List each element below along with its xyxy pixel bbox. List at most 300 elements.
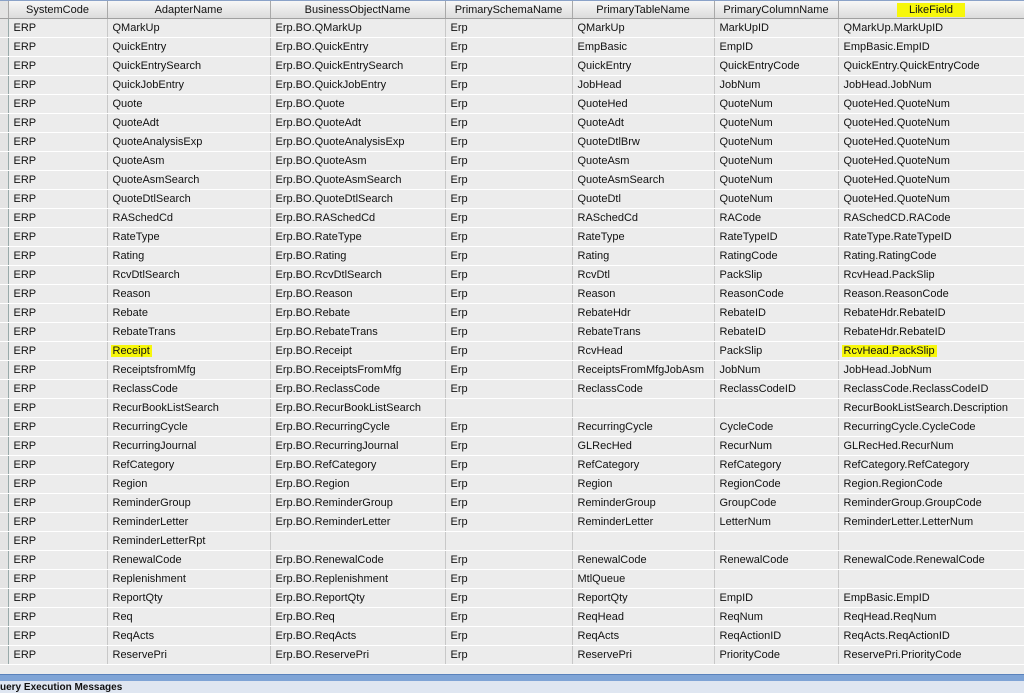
cell-primarytablename[interactable] xyxy=(572,152,714,171)
cell-businessobjectname[interactable] xyxy=(270,171,445,190)
table-row[interactable] xyxy=(0,323,1024,342)
cell-primaryschemaname[interactable] xyxy=(445,95,572,114)
cell-primarytablename[interactable] xyxy=(572,57,714,76)
cell-primarytablename[interactable] xyxy=(572,532,714,551)
row-selector[interactable] xyxy=(0,152,8,171)
cell-businessobjectname[interactable] xyxy=(270,456,445,475)
row-selector[interactable] xyxy=(0,171,8,190)
cell-likefield[interactable] xyxy=(838,399,1024,418)
column-header-businessobjectname[interactable] xyxy=(270,1,445,19)
cell-primarytablename[interactable] xyxy=(572,76,714,95)
cell-primarycolumnname[interactable] xyxy=(714,627,838,646)
row-selector[interactable] xyxy=(0,19,8,38)
cell-likefield[interactable] xyxy=(838,589,1024,608)
cell-primarytablename[interactable] xyxy=(572,190,714,209)
cell-adaptername[interactable] xyxy=(107,228,270,247)
cell-adaptername[interactable] xyxy=(107,190,270,209)
cell-primarytablename[interactable] xyxy=(572,513,714,532)
row-selector[interactable] xyxy=(0,513,8,532)
cell-primarytablename[interactable] xyxy=(572,285,714,304)
cell-systemcode[interactable] xyxy=(8,589,107,608)
cell-adaptername[interactable] xyxy=(107,247,270,266)
cell-likefield[interactable] xyxy=(838,228,1024,247)
cell-adaptername[interactable] xyxy=(107,646,270,665)
cell-businessobjectname[interactable] xyxy=(270,570,445,589)
cell-likefield[interactable] xyxy=(838,95,1024,114)
cell-systemcode[interactable] xyxy=(8,114,107,133)
table-row[interactable] xyxy=(0,247,1024,266)
cell-businessobjectname[interactable] xyxy=(270,323,445,342)
cell-primarycolumnname[interactable] xyxy=(714,285,838,304)
cell-likefield[interactable] xyxy=(838,380,1024,399)
cell-primarycolumnname[interactable] xyxy=(714,95,838,114)
cell-primaryschemaname[interactable] xyxy=(445,247,572,266)
row-selector[interactable] xyxy=(0,456,8,475)
cell-primarycolumnname[interactable] xyxy=(714,589,838,608)
cell-primarytablename[interactable] xyxy=(572,627,714,646)
cell-adaptername[interactable] xyxy=(107,133,270,152)
cell-systemcode[interactable] xyxy=(8,437,107,456)
cell-primaryschemaname[interactable] xyxy=(445,532,572,551)
cell-likefield[interactable] xyxy=(838,38,1024,57)
cell-adaptername[interactable] xyxy=(107,114,270,133)
cell-adaptername[interactable] xyxy=(107,380,270,399)
cell-primaryschemaname[interactable] xyxy=(445,513,572,532)
cell-businessobjectname[interactable] xyxy=(270,57,445,76)
cell-primarycolumnname[interactable] xyxy=(714,608,838,627)
cell-primaryschemaname[interactable] xyxy=(445,646,572,665)
row-selector[interactable] xyxy=(0,266,8,285)
row-selector[interactable] xyxy=(0,475,8,494)
column-header-likefield[interactable] xyxy=(838,1,1024,19)
cell-primarycolumnname[interactable] xyxy=(714,532,838,551)
cell-primaryschemaname[interactable] xyxy=(445,437,572,456)
table-row[interactable] xyxy=(0,589,1024,608)
cell-businessobjectname[interactable] xyxy=(270,209,445,228)
row-selector[interactable] xyxy=(0,228,8,247)
cell-adaptername[interactable] xyxy=(107,494,270,513)
cell-likefield[interactable] xyxy=(838,608,1024,627)
cell-businessobjectname[interactable] xyxy=(270,361,445,380)
cell-systemcode[interactable] xyxy=(8,418,107,437)
cell-systemcode[interactable] xyxy=(8,380,107,399)
cell-primaryschemaname[interactable] xyxy=(445,190,572,209)
cell-primarytablename[interactable] xyxy=(572,133,714,152)
cell-primarytablename[interactable] xyxy=(572,95,714,114)
cell-primarycolumnname[interactable] xyxy=(714,190,838,209)
table-row[interactable] xyxy=(0,418,1024,437)
table-row[interactable] xyxy=(0,190,1024,209)
cell-likefield[interactable] xyxy=(838,209,1024,228)
cell-likefield[interactable] xyxy=(838,19,1024,38)
cell-businessobjectname[interactable] xyxy=(270,380,445,399)
cell-primarytablename[interactable] xyxy=(572,475,714,494)
cell-primarytablename[interactable] xyxy=(572,323,714,342)
cell-systemcode[interactable] xyxy=(8,19,107,38)
cell-primarycolumnname[interactable] xyxy=(714,57,838,76)
cell-primarytablename[interactable] xyxy=(572,551,714,570)
column-header-systemcode[interactable] xyxy=(8,1,107,19)
cell-primaryschemaname[interactable] xyxy=(445,627,572,646)
cell-adaptername[interactable] xyxy=(107,627,270,646)
cell-primarytablename[interactable] xyxy=(572,171,714,190)
cell-primarycolumnname[interactable] xyxy=(714,418,838,437)
cell-adaptername[interactable] xyxy=(107,152,270,171)
cell-businessobjectname[interactable] xyxy=(270,133,445,152)
row-selector[interactable] xyxy=(0,494,8,513)
cell-primarycolumnname[interactable] xyxy=(714,361,838,380)
cell-likefield[interactable] xyxy=(838,57,1024,76)
cell-primarytablename[interactable] xyxy=(572,304,714,323)
cell-primarytablename[interactable] xyxy=(572,437,714,456)
cell-primaryschemaname[interactable] xyxy=(445,228,572,247)
cell-adaptername[interactable] xyxy=(107,361,270,380)
cell-systemcode[interactable] xyxy=(8,285,107,304)
cell-businessobjectname[interactable] xyxy=(270,285,445,304)
cell-primaryschemaname[interactable] xyxy=(445,57,572,76)
row-selector[interactable] xyxy=(0,646,8,665)
cell-primarycolumnname[interactable] xyxy=(714,266,838,285)
table-row[interactable] xyxy=(0,399,1024,418)
cell-primarycolumnname[interactable] xyxy=(714,228,838,247)
cell-adaptername[interactable] xyxy=(107,57,270,76)
cell-adaptername[interactable] xyxy=(107,551,270,570)
cell-primaryschemaname[interactable] xyxy=(445,399,572,418)
cell-businessobjectname[interactable] xyxy=(270,114,445,133)
cell-adaptername[interactable] xyxy=(107,304,270,323)
cell-primarycolumnname[interactable] xyxy=(714,475,838,494)
cell-systemcode[interactable] xyxy=(8,171,107,190)
cell-primarycolumnname[interactable] xyxy=(714,171,838,190)
row-selector[interactable] xyxy=(0,57,8,76)
table-row[interactable] xyxy=(0,114,1024,133)
row-selector[interactable] xyxy=(0,76,8,95)
row-selector[interactable] xyxy=(0,247,8,266)
cell-systemcode[interactable] xyxy=(8,475,107,494)
cell-primaryschemaname[interactable] xyxy=(445,494,572,513)
cell-systemcode[interactable] xyxy=(8,152,107,171)
row-selector[interactable] xyxy=(0,133,8,152)
cell-systemcode[interactable] xyxy=(8,513,107,532)
cell-primarytablename[interactable] xyxy=(572,228,714,247)
cell-primarycolumnname[interactable] xyxy=(714,323,838,342)
table-row[interactable] xyxy=(0,532,1024,551)
cell-primarytablename[interactable] xyxy=(572,399,714,418)
table-row[interactable] xyxy=(0,304,1024,323)
cell-adaptername[interactable] xyxy=(107,418,270,437)
table-row[interactable] xyxy=(0,551,1024,570)
cell-likefield[interactable] xyxy=(838,247,1024,266)
cell-primaryschemaname[interactable] xyxy=(445,361,572,380)
cell-primaryschemaname[interactable] xyxy=(445,342,572,361)
cell-systemcode[interactable] xyxy=(8,247,107,266)
cell-systemcode[interactable] xyxy=(8,209,107,228)
cell-adaptername[interactable] xyxy=(107,266,270,285)
table-row[interactable] xyxy=(0,627,1024,646)
cell-primarytablename[interactable] xyxy=(572,418,714,437)
cell-businessobjectname[interactable] xyxy=(270,95,445,114)
cell-primarycolumnname[interactable] xyxy=(714,399,838,418)
cell-primarycolumnname[interactable] xyxy=(714,133,838,152)
cell-primaryschemaname[interactable] xyxy=(445,570,572,589)
cell-primarycolumnname[interactable] xyxy=(714,114,838,133)
cell-businessobjectname[interactable] xyxy=(270,475,445,494)
cell-businessobjectname[interactable] xyxy=(270,19,445,38)
cell-primarytablename[interactable] xyxy=(572,646,714,665)
cell-businessobjectname[interactable] xyxy=(270,152,445,171)
cell-primarycolumnname[interactable] xyxy=(714,380,838,399)
cell-systemcode[interactable] xyxy=(8,57,107,76)
cell-primaryschemaname[interactable] xyxy=(445,551,572,570)
cell-systemcode[interactable] xyxy=(8,551,107,570)
cell-businessobjectname[interactable] xyxy=(270,228,445,247)
cell-adaptername[interactable] xyxy=(107,532,270,551)
table-row[interactable] xyxy=(0,152,1024,171)
cell-adaptername[interactable] xyxy=(107,342,270,361)
row-selector[interactable] xyxy=(0,627,8,646)
row-selector[interactable] xyxy=(0,190,8,209)
cell-adaptername[interactable] xyxy=(107,475,270,494)
cell-primarytablename[interactable] xyxy=(572,342,714,361)
cell-likefield[interactable] xyxy=(838,342,1024,361)
cell-primaryschemaname[interactable] xyxy=(445,304,572,323)
table-row[interactable] xyxy=(0,228,1024,247)
cell-likefield[interactable] xyxy=(838,475,1024,494)
table-row[interactable] xyxy=(0,494,1024,513)
cell-systemcode[interactable] xyxy=(8,38,107,57)
cell-primaryschemaname[interactable] xyxy=(445,589,572,608)
cell-businessobjectname[interactable] xyxy=(270,608,445,627)
cell-primarytablename[interactable] xyxy=(572,589,714,608)
cell-primarycolumnname[interactable] xyxy=(714,551,838,570)
row-selector[interactable] xyxy=(0,95,8,114)
cell-adaptername[interactable] xyxy=(107,76,270,95)
table-row[interactable] xyxy=(0,437,1024,456)
cell-systemcode[interactable] xyxy=(8,342,107,361)
cell-systemcode[interactable] xyxy=(8,95,107,114)
column-header-primarycolumnname[interactable] xyxy=(714,1,838,19)
cell-likefield[interactable] xyxy=(838,513,1024,532)
cell-primaryschemaname[interactable] xyxy=(445,323,572,342)
row-selector[interactable] xyxy=(0,304,8,323)
cell-primarycolumnname[interactable] xyxy=(714,646,838,665)
table-row[interactable] xyxy=(0,285,1024,304)
cell-primarycolumnname[interactable] xyxy=(714,437,838,456)
cell-primarycolumnname[interactable] xyxy=(714,247,838,266)
cell-likefield[interactable] xyxy=(838,456,1024,475)
row-selector[interactable] xyxy=(0,551,8,570)
cell-primarycolumnname[interactable] xyxy=(714,209,838,228)
row-selector[interactable] xyxy=(0,589,8,608)
row-selector[interactable] xyxy=(0,285,8,304)
cell-systemcode[interactable] xyxy=(8,608,107,627)
cell-adaptername[interactable] xyxy=(107,437,270,456)
cell-likefield[interactable] xyxy=(838,190,1024,209)
cell-adaptername[interactable] xyxy=(107,95,270,114)
cell-likefield[interactable] xyxy=(838,551,1024,570)
table-row[interactable] xyxy=(0,171,1024,190)
cell-systemcode[interactable] xyxy=(8,228,107,247)
cell-primarytablename[interactable] xyxy=(572,247,714,266)
row-selector[interactable] xyxy=(0,209,8,228)
table-row[interactable] xyxy=(0,361,1024,380)
cell-primarytablename[interactable] xyxy=(572,608,714,627)
cell-businessobjectname[interactable] xyxy=(270,342,445,361)
cell-primarycolumnname[interactable] xyxy=(714,76,838,95)
cell-adaptername[interactable] xyxy=(107,570,270,589)
table-row[interactable] xyxy=(0,570,1024,589)
table-row[interactable] xyxy=(0,76,1024,95)
cell-primarytablename[interactable] xyxy=(572,266,714,285)
cell-systemcode[interactable] xyxy=(8,361,107,380)
row-selector[interactable] xyxy=(0,38,8,57)
cell-primarycolumnname[interactable] xyxy=(714,342,838,361)
row-selector[interactable] xyxy=(0,437,8,456)
row-selector[interactable] xyxy=(0,418,8,437)
cell-systemcode[interactable] xyxy=(8,570,107,589)
cell-primaryschemaname[interactable] xyxy=(445,76,572,95)
row-selector-header[interactable] xyxy=(0,1,8,19)
row-selector[interactable] xyxy=(0,532,8,551)
cell-likefield[interactable] xyxy=(838,323,1024,342)
cell-systemcode[interactable] xyxy=(8,646,107,665)
cell-likefield[interactable] xyxy=(838,114,1024,133)
cell-systemcode[interactable] xyxy=(8,456,107,475)
cell-adaptername[interactable] xyxy=(107,38,270,57)
cell-primaryschemaname[interactable] xyxy=(445,456,572,475)
row-selector[interactable] xyxy=(0,323,8,342)
cell-primarytablename[interactable] xyxy=(572,456,714,475)
cell-primarytablename[interactable] xyxy=(572,19,714,38)
cell-businessobjectname[interactable] xyxy=(270,646,445,665)
cell-primaryschemaname[interactable] xyxy=(445,608,572,627)
cell-primaryschemaname[interactable] xyxy=(445,38,572,57)
cell-likefield[interactable] xyxy=(838,285,1024,304)
cell-likefield[interactable] xyxy=(838,437,1024,456)
column-header-primarytablename[interactable] xyxy=(572,1,714,19)
cell-primaryschemaname[interactable] xyxy=(445,209,572,228)
cell-adaptername[interactable] xyxy=(107,171,270,190)
cell-businessobjectname[interactable] xyxy=(270,38,445,57)
cell-businessobjectname[interactable] xyxy=(270,76,445,95)
cell-adaptername[interactable] xyxy=(107,323,270,342)
cell-primaryschemaname[interactable] xyxy=(445,114,572,133)
cell-businessobjectname[interactable] xyxy=(270,437,445,456)
cell-systemcode[interactable] xyxy=(8,266,107,285)
table-row[interactable] xyxy=(0,513,1024,532)
cell-primarytablename[interactable] xyxy=(572,209,714,228)
cell-primarytablename[interactable] xyxy=(572,570,714,589)
cell-adaptername[interactable] xyxy=(107,399,270,418)
cell-likefield[interactable] xyxy=(838,532,1024,551)
cell-primaryschemaname[interactable] xyxy=(445,475,572,494)
cell-likefield[interactable] xyxy=(838,646,1024,665)
row-selector[interactable] xyxy=(0,608,8,627)
cell-businessobjectname[interactable] xyxy=(270,627,445,646)
cell-likefield[interactable] xyxy=(838,627,1024,646)
cell-primaryschemaname[interactable] xyxy=(445,418,572,437)
cell-businessobjectname[interactable] xyxy=(270,190,445,209)
cell-likefield[interactable] xyxy=(838,361,1024,380)
cell-systemcode[interactable] xyxy=(8,76,107,95)
cell-primarycolumnname[interactable] xyxy=(714,513,838,532)
cell-primarytablename[interactable] xyxy=(572,114,714,133)
cell-adaptername[interactable] xyxy=(107,513,270,532)
row-selector[interactable] xyxy=(0,570,8,589)
table-row[interactable] xyxy=(0,608,1024,627)
table-row[interactable] xyxy=(0,57,1024,76)
cell-systemcode[interactable] xyxy=(8,399,107,418)
cell-systemcode[interactable] xyxy=(8,304,107,323)
cell-systemcode[interactable] xyxy=(8,323,107,342)
cell-systemcode[interactable] xyxy=(8,133,107,152)
cell-primarytablename[interactable] xyxy=(572,361,714,380)
cell-likefield[interactable] xyxy=(838,304,1024,323)
row-selector[interactable] xyxy=(0,399,8,418)
table-row[interactable] xyxy=(0,646,1024,665)
table-row[interactable] xyxy=(0,38,1024,57)
cell-businessobjectname[interactable] xyxy=(270,304,445,323)
table-row[interactable] xyxy=(0,342,1024,361)
table-row[interactable] xyxy=(0,380,1024,399)
cell-systemcode[interactable] xyxy=(8,190,107,209)
cell-likefield[interactable] xyxy=(838,266,1024,285)
table-row[interactable] xyxy=(0,266,1024,285)
cell-primarytablename[interactable] xyxy=(572,494,714,513)
table-row[interactable] xyxy=(0,19,1024,38)
cell-systemcode[interactable] xyxy=(8,532,107,551)
cell-primaryschemaname[interactable] xyxy=(445,19,572,38)
cell-likefield[interactable] xyxy=(838,76,1024,95)
cell-likefield[interactable] xyxy=(838,152,1024,171)
cell-businessobjectname[interactable] xyxy=(270,247,445,266)
cell-businessobjectname[interactable] xyxy=(270,266,445,285)
cell-primaryschemaname[interactable] xyxy=(445,171,572,190)
table-row[interactable] xyxy=(0,95,1024,114)
row-selector[interactable] xyxy=(0,380,8,399)
row-selector[interactable] xyxy=(0,114,8,133)
row-selector[interactable] xyxy=(0,361,8,380)
cell-businessobjectname[interactable] xyxy=(270,589,445,608)
cell-primaryschemaname[interactable] xyxy=(445,152,572,171)
table-row[interactable] xyxy=(0,456,1024,475)
cell-primaryschemaname[interactable] xyxy=(445,285,572,304)
row-selector[interactable] xyxy=(0,342,8,361)
cell-primarytablename[interactable] xyxy=(572,38,714,57)
cell-primarycolumnname[interactable] xyxy=(714,304,838,323)
cell-businessobjectname[interactable] xyxy=(270,399,445,418)
cell-adaptername[interactable] xyxy=(107,589,270,608)
cell-likefield[interactable] xyxy=(838,171,1024,190)
cell-likefield[interactable] xyxy=(838,418,1024,437)
cell-likefield[interactable] xyxy=(838,570,1024,589)
cell-primarytablename[interactable] xyxy=(572,380,714,399)
cell-businessobjectname[interactable] xyxy=(270,494,445,513)
cell-primarycolumnname[interactable] xyxy=(714,38,838,57)
cell-adaptername[interactable] xyxy=(107,456,270,475)
cell-primarycolumnname[interactable] xyxy=(714,494,838,513)
cell-adaptername[interactable] xyxy=(107,209,270,228)
cell-primarycolumnname[interactable] xyxy=(714,570,838,589)
cell-primaryschemaname[interactable] xyxy=(445,380,572,399)
cell-likefield[interactable] xyxy=(838,133,1024,152)
cell-systemcode[interactable] xyxy=(8,494,107,513)
cell-systemcode[interactable] xyxy=(8,627,107,646)
table-row[interactable] xyxy=(0,209,1024,228)
cell-primarycolumnname[interactable] xyxy=(714,19,838,38)
cell-primaryschemaname[interactable] xyxy=(445,133,572,152)
column-header-adaptername[interactable] xyxy=(107,1,270,19)
